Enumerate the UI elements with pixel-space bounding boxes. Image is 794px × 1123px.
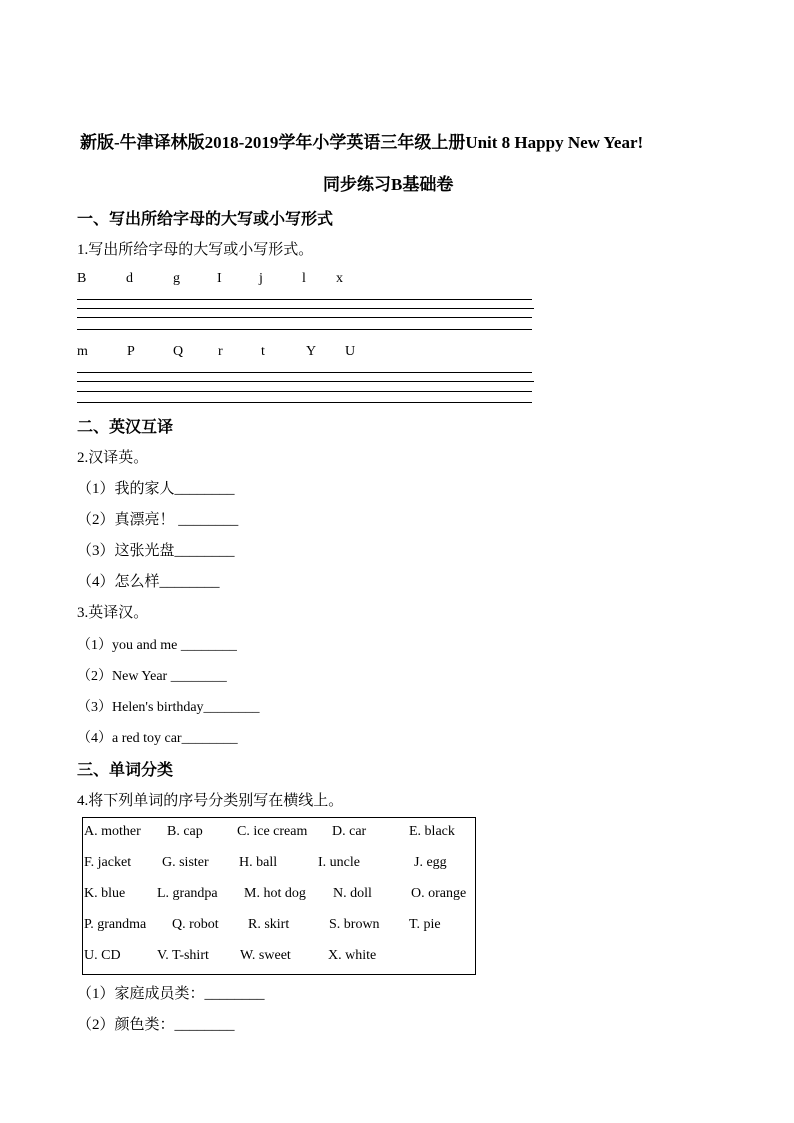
question-3: 3.英译汉。 bbox=[77, 605, 149, 621]
writing-line bbox=[77, 402, 532, 403]
word-item: P. grandma bbox=[84, 917, 147, 932]
word-item: Q. robot bbox=[172, 917, 219, 932]
writing-line bbox=[77, 329, 532, 330]
letter: d bbox=[126, 271, 133, 286]
word-item: I. uncle bbox=[318, 855, 360, 870]
letter: j bbox=[259, 271, 263, 286]
letter: m bbox=[77, 344, 88, 359]
word-item: U. CD bbox=[84, 948, 121, 963]
title-line-2: 同步练习B基础卷 bbox=[323, 175, 454, 194]
word-item: V. T-shirt bbox=[157, 948, 209, 963]
letter: g bbox=[173, 271, 180, 286]
word-item: A. mother bbox=[84, 824, 141, 839]
word-item: K. blue bbox=[84, 886, 126, 901]
word-item: N. doll bbox=[333, 886, 372, 901]
q2-item-3: （3）这张光盘________ bbox=[77, 543, 235, 559]
answer-2-colors: （2）颜色类：________ bbox=[77, 1017, 235, 1033]
letter: B bbox=[77, 271, 87, 286]
section-2-heading: 二、英汉互译 bbox=[77, 419, 174, 436]
question-4: 4.将下列单词的序号分类别写在横线上。 bbox=[77, 793, 344, 809]
letter: t bbox=[261, 344, 265, 359]
word-item: L. grandpa bbox=[157, 886, 218, 901]
word-item: G. sister bbox=[162, 855, 209, 870]
writing-line bbox=[77, 372, 532, 373]
word-item: S. brown bbox=[329, 917, 380, 932]
writing-line bbox=[77, 317, 532, 318]
writing-line bbox=[77, 381, 534, 382]
q2-item-1: （1）我的家人________ bbox=[77, 481, 235, 497]
letter: x bbox=[336, 271, 343, 286]
writing-line bbox=[77, 299, 532, 300]
word-item: D. car bbox=[332, 824, 367, 839]
q3-item-2: （2）New Year ________ bbox=[77, 669, 227, 684]
question-2: 2.汉译英。 bbox=[77, 450, 149, 466]
letter: l bbox=[302, 271, 306, 286]
word-item: E. black bbox=[409, 824, 455, 839]
q3-item-4: （4）a red toy car________ bbox=[77, 731, 238, 746]
letter: Y bbox=[306, 344, 317, 359]
word-item: M. hot dog bbox=[244, 886, 306, 901]
q2-item-4: （4）怎么样________ bbox=[77, 574, 220, 590]
word-item: X. white bbox=[328, 948, 377, 963]
title-line-1: 新版-牛津译林版2018-2019学年小学英语三年级上册Unit 8 Happy New Year! bbox=[80, 133, 644, 152]
word-item: B. cap bbox=[167, 824, 203, 839]
q3-item-1: （1）you and me ________ bbox=[77, 638, 237, 653]
writing-line bbox=[77, 391, 532, 392]
letter: I bbox=[217, 271, 222, 286]
writing-line bbox=[77, 308, 534, 309]
section-3-heading: 三、单词分类 bbox=[77, 762, 174, 779]
word-item: J. egg bbox=[414, 855, 447, 870]
letter: r bbox=[218, 344, 223, 359]
letter: U bbox=[345, 344, 356, 359]
word-item: F. jacket bbox=[84, 855, 132, 870]
letter: Q bbox=[173, 344, 184, 359]
answer-1-family: （1）家庭成员类：________ bbox=[77, 986, 265, 1002]
word-item: C. ice cream bbox=[237, 824, 308, 839]
letter: P bbox=[127, 344, 135, 359]
word-item: O. orange bbox=[411, 886, 467, 901]
q3-item-3: （3）Helen's birthday________ bbox=[77, 700, 260, 715]
word-item: H. ball bbox=[239, 855, 278, 870]
word-item: T. pie bbox=[409, 917, 441, 932]
q2-item-2: （2）真漂亮！ ________ bbox=[77, 512, 239, 528]
word-item: R. skirt bbox=[248, 917, 290, 932]
word-item: W. sweet bbox=[240, 948, 291, 963]
section-1-heading: 一、写出所给字母的大写或小写形式 bbox=[77, 211, 334, 228]
question-1: 1.写出所给字母的大写或小写形式。 bbox=[77, 242, 314, 258]
